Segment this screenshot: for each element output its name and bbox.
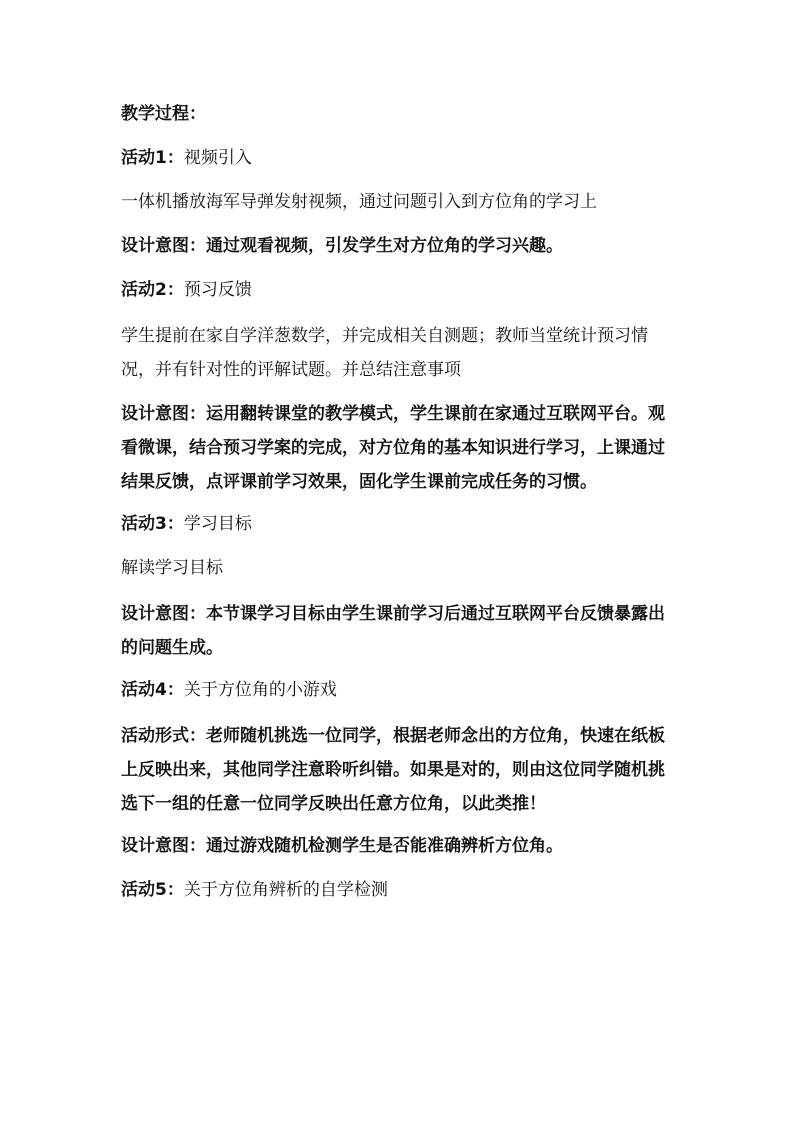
activity-5-title: 关于方位角辨析的自学检测 [183, 880, 388, 900]
activity-1-text: 一体机播放海军导弹发射视频，通过问题引入到方位角的学习上 [121, 192, 597, 212]
activity-3-header [121, 509, 666, 539]
activity-4-form: 活动形式：老师随机挑选一位同学，根据老师念出的方位角，快速在纸板上反映出来，其他同学注意聆听纠错。如果是对的，则由这位同学随机挑选下一组的任意一位同学反映出任意方位角，以此类推！ [121, 726, 665, 814]
activity-4-title: 关于方位角的小游戏 [183, 680, 337, 700]
activity-5-label: 活动5： [121, 880, 184, 900]
activity-2-label: 活动2： [121, 280, 184, 300]
activity-3-text: 解读学习目标 [121, 558, 223, 578]
activity-2-intent: 设计意图：运用翻转课堂的教学模式，学生课前在家通过互联网平台。观看微课，结合预习学案的完成，对方位角的基本知识进行学习，上课通过结果反馈，点评课前学习效果，固化学生课前完成任务的习惯。 [121, 404, 665, 492]
activity-4-header [121, 675, 666, 705]
activity-3-intent: 设计意图：本节课学习目标由学生课前学习后通过互联网平台反馈暴露出的问题生成。 [121, 604, 665, 658]
document-body [121, 99, 666, 919]
activity-3-label: 活动3： [121, 514, 184, 534]
activity-1-header [121, 143, 666, 173]
activity-2-header [121, 275, 666, 305]
activity-3-title: 学习目标 [183, 514, 252, 534]
activity-4-intent: 设计意图：通过游戏随机检测学生是否能准确辨析方位角。 [121, 836, 563, 856]
activity-5-header [121, 875, 666, 905]
activity-2-text: 学生提前在家自学洋葱数学，并完成相关自测题；教师当堂统计预习情况，并有针对性的评解试题。并总结注意事项 [121, 326, 648, 380]
activity-1-label: 活动1： [121, 148, 184, 168]
activity-4-label: 活动4： [121, 680, 184, 700]
section-heading: 教学过程： [121, 104, 206, 124]
activity-1-intent: 设计意图：通过观看视频，引发学生对方位角的学习兴趣。 [121, 236, 563, 256]
activity-2-title: 预习反馈 [183, 280, 252, 300]
activity-1-title: 视频引入 [183, 148, 252, 168]
